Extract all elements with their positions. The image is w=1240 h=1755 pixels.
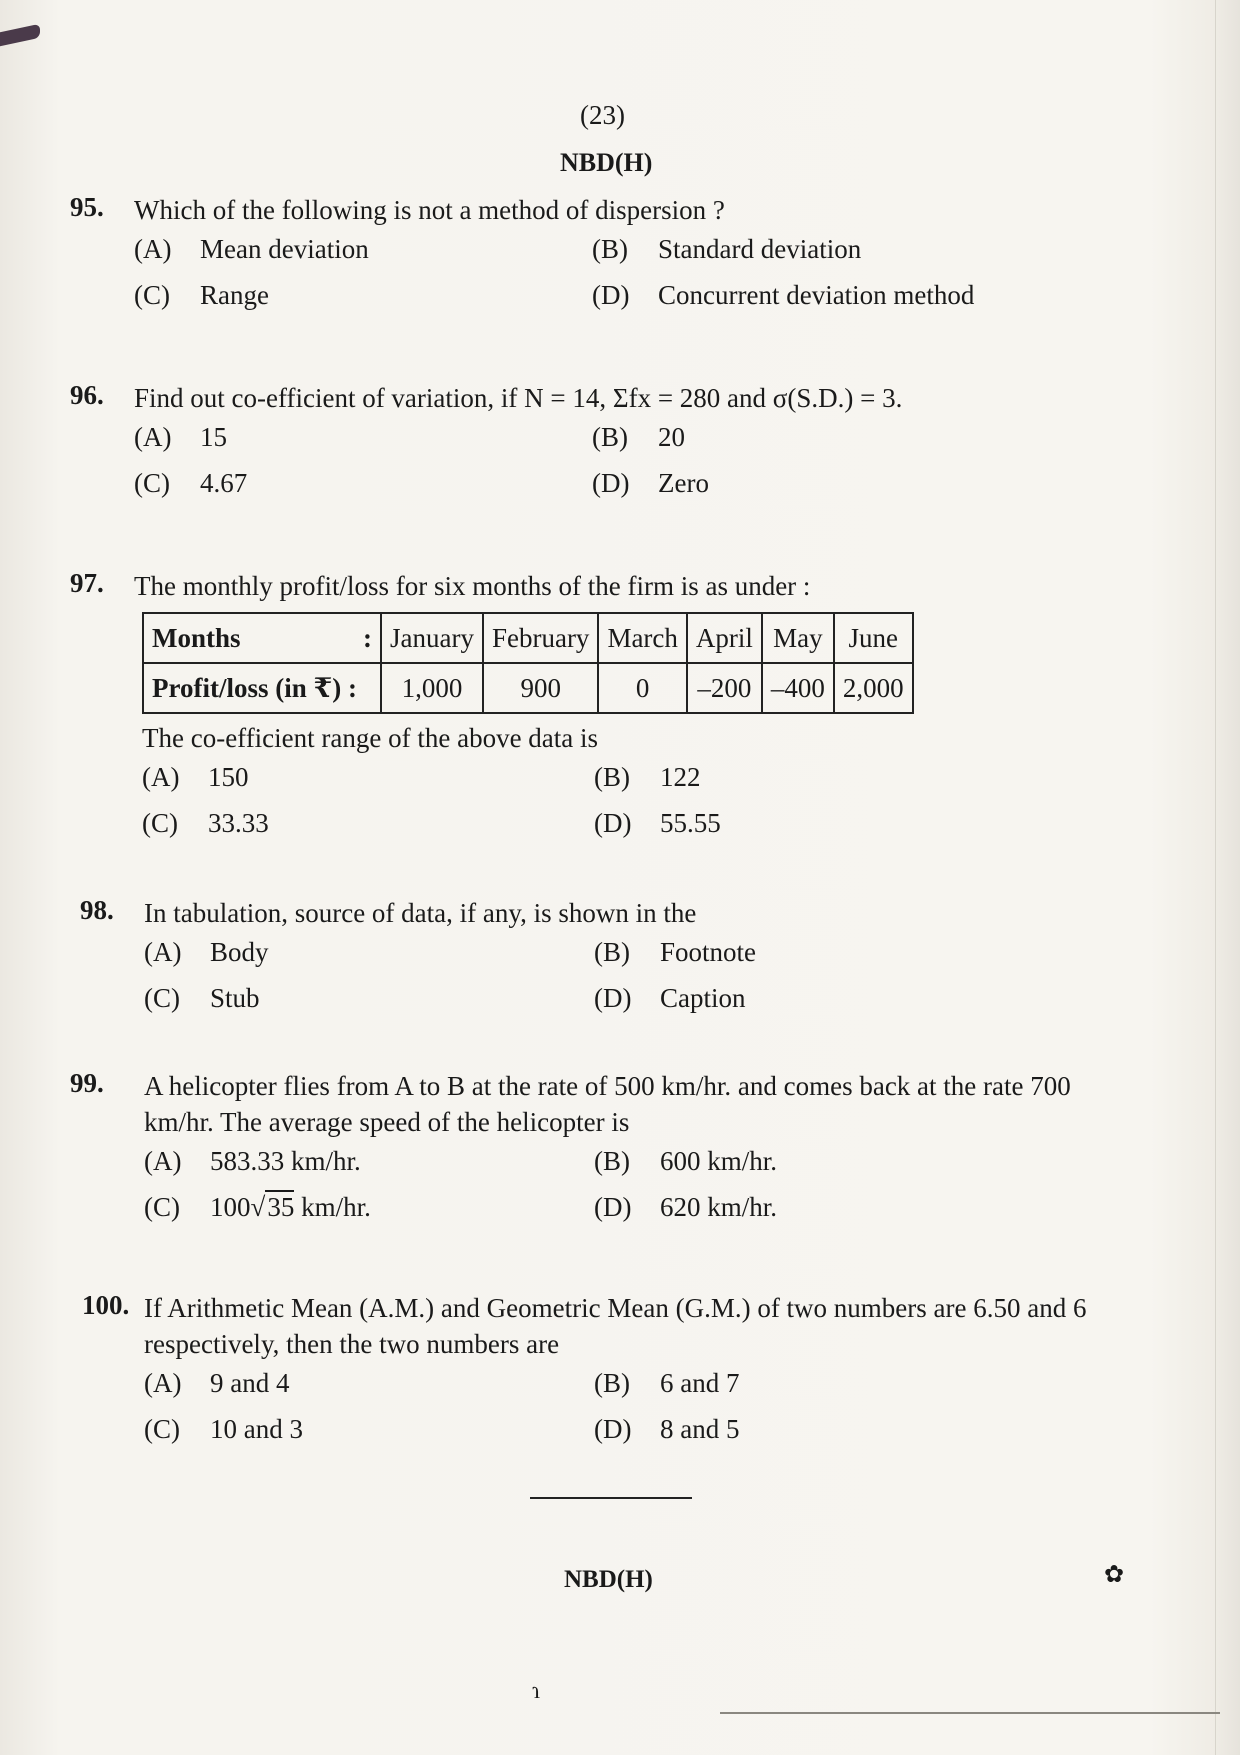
table-row-months <box>143 613 913 663</box>
question-96 <box>70 380 1090 512</box>
option-a: (A) Body <box>144 937 269 967</box>
question-text: If Arithmetic Mean (A.M.) and Geometric Mean (G.M.) of two numbers are 6.50 and 6 respectively, then the two numbers are <box>144 1293 1087 1359</box>
question-text: A helicopter flies from A to B at the rate of 500 km/hr. and comes back at the rate 700 km/hr. The average speed of the helicopter is <box>144 1071 1071 1137</box>
option-a: (A) Mean deviation <box>134 234 369 264</box>
pen-mark-icon: ɿ <box>532 1678 540 1704</box>
table-cell: 0 <box>598 663 686 713</box>
option-b: (B) 600 km/hr. <box>594 1146 778 1176</box>
question-100 <box>70 1290 1090 1458</box>
table-cell: 900 <box>483 663 598 713</box>
option-c: (C) 4.67 <box>134 468 248 498</box>
profit-loss-table <box>142 612 914 714</box>
option-c: (C) Stub <box>144 983 260 1013</box>
table-row-header: Profit/loss (in ₹) : <box>143 663 381 713</box>
option-b: (B) 122 <box>594 762 701 792</box>
corner-mark <box>0 24 40 47</box>
flower-icon: ✿ <box>1104 1562 1125 1588</box>
option-d: (D) Concurrent deviation method <box>592 280 975 310</box>
table-cell: June <box>834 613 913 663</box>
question-number: 100. <box>82 1290 130 1320</box>
table-cell: March <box>598 613 686 663</box>
question-95 <box>70 192 1090 324</box>
table-cell: –200 <box>687 663 762 713</box>
question-99 <box>70 1068 1090 1236</box>
options <box>144 937 1090 1027</box>
question-97 <box>70 568 1090 852</box>
option-c: (C) 10 and 3 <box>144 1414 303 1444</box>
table-cell: January <box>381 613 483 663</box>
table-cell: 2,000 <box>834 663 913 713</box>
options <box>144 1368 1090 1458</box>
option-a: (A) 583.33 km/hr. <box>144 1146 361 1176</box>
option-d: (D) 55.55 <box>594 808 721 838</box>
table-row-values <box>143 663 913 713</box>
option-d: (D) Zero <box>592 468 709 498</box>
sqrt-icon: √ <box>250 1192 266 1222</box>
paper-code-header: NBD(H) <box>560 148 653 177</box>
question-text: The monthly profit/loss for six months of the firm is as under : <box>134 571 811 601</box>
question-text: Find out co-efficient of variation, if N = 14, Σfx = 280 and σ(S.D.) = 3. <box>134 383 903 413</box>
option-b: (B) Standard deviation <box>592 234 862 264</box>
option-b: (B) 20 <box>592 422 685 452</box>
options <box>134 422 1090 512</box>
question-follow-text: The co-efficient range of the above data is <box>142 723 599 753</box>
option-a: (A) 9 and 4 <box>144 1368 290 1398</box>
question-text: Which of the following is not a method of dispersion ? <box>134 195 725 225</box>
question-number: 98. <box>80 895 114 925</box>
bottom-edge-line <box>720 1712 1220 1714</box>
table-row-header: Months : <box>143 613 381 663</box>
option-a: (A) 15 <box>134 422 227 452</box>
option-b: (B) 6 and 7 <box>594 1368 740 1398</box>
option-d: (D) 8 and 5 <box>594 1414 740 1444</box>
question-98 <box>70 895 1090 1027</box>
option-c: (C) Range <box>134 280 269 310</box>
option-d: (D) Caption <box>594 983 746 1013</box>
table-cell: April <box>687 613 762 663</box>
table-cell: May <box>762 613 834 663</box>
question-number: 96. <box>70 380 104 410</box>
option-c: (C) 100√35 km/hr. <box>144 1192 371 1222</box>
option-a: (A) 150 <box>142 762 249 792</box>
options <box>134 234 1090 324</box>
options <box>142 762 1090 852</box>
question-number: 99. <box>70 1068 104 1098</box>
options <box>144 1146 1090 1236</box>
option-c: (C) 33.33 <box>142 808 269 838</box>
table-cell: –400 <box>762 663 834 713</box>
page-edge <box>1215 0 1216 1755</box>
page-number: (23) <box>580 100 625 130</box>
end-rule <box>530 1497 692 1499</box>
option-b: (B) Footnote <box>594 937 757 967</box>
question-text: In tabulation, source of data, if any, is shown in the <box>144 898 697 928</box>
option-d: (D) 620 km/hr. <box>594 1192 778 1222</box>
question-number: 97. <box>70 568 104 598</box>
table-cell: February <box>483 613 598 663</box>
paper-code-footer: NBD(H) <box>564 1566 653 1593</box>
question-number: 95. <box>70 192 104 222</box>
table-cell: 1,000 <box>381 663 483 713</box>
